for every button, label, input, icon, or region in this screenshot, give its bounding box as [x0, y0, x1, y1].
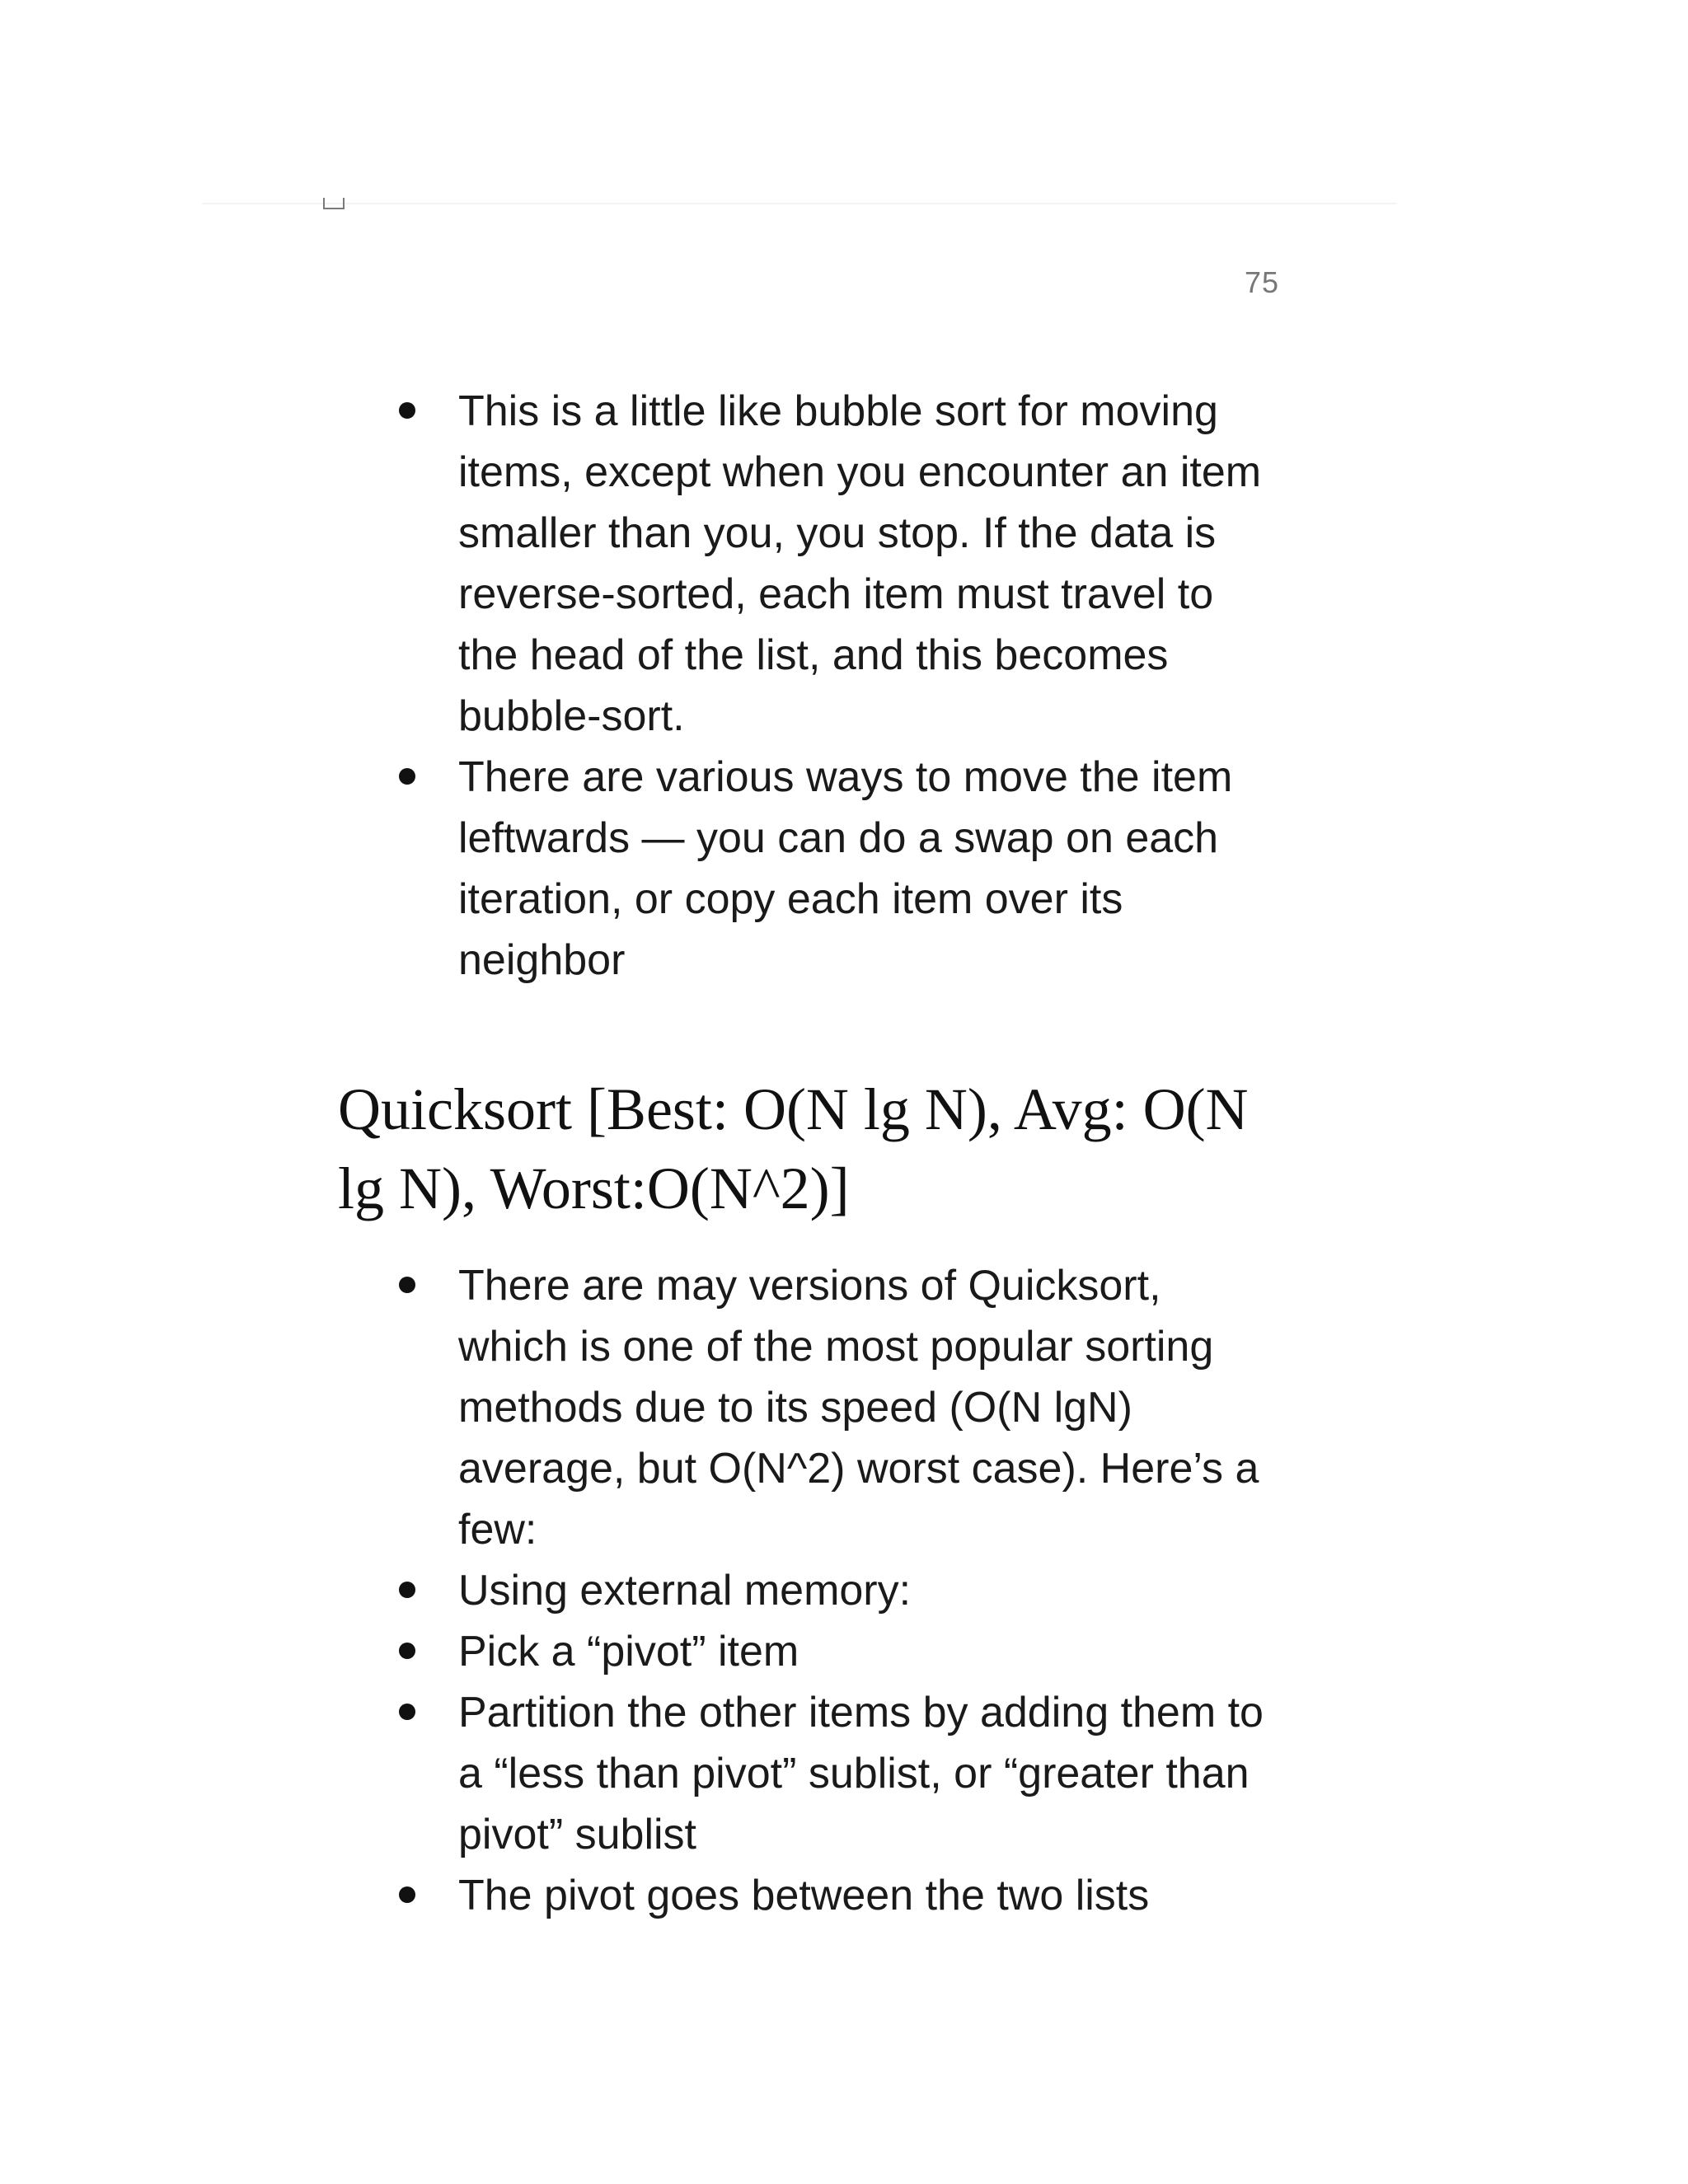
list-item-text: This is a little like bubble sort for moving items, except when you encounter an item smaller than you, you stop. If the data is reverse-sorted, each item must travel to the head of the list, and this becomes bubble-sort.: [458, 387, 1262, 740]
list-item-text: There are may versions of Quicksort, which is one of the most popular sorting methods due to its speed (O(N lgN) average, but O(N^2) worst case). Here’s a few:: [458, 1262, 1259, 1554]
bullet-icon: [399, 1643, 415, 1659]
list-item-text: Partition the other items by adding them to a “less than pivot” sublist, or “greater than pivot” sublist: [458, 1689, 1264, 1858]
list-item: [399, 1255, 1273, 1560]
text-boundary-corner-mark: [323, 198, 345, 209]
list-item: [399, 1682, 1273, 1865]
bullet-list-intro: [399, 381, 1273, 991]
bullet-icon: [399, 1704, 415, 1720]
list-item: [399, 1560, 1273, 1621]
bullet-icon: [399, 1277, 415, 1293]
bullet-icon: [399, 402, 415, 419]
list-item-text: Using external memory:: [458, 1567, 912, 1615]
list-item-text: There are various ways to move the item leftwards — you can do a swap on each iteration, or copy each item over its neighbor: [458, 753, 1233, 984]
bullet-icon: [399, 1582, 415, 1598]
list-item: [399, 747, 1273, 991]
bullet-list-quicksort: [399, 1255, 1273, 1926]
list-item: [399, 1865, 1273, 1926]
section-heading: Quicksort [Best: O(N lg N), Avg: O(N lg N), Worst:O(N^2)]: [338, 1076, 1249, 1221]
list-item-text: Pick a “pivot” item: [458, 1628, 799, 1675]
bullet-icon: [399, 1886, 415, 1903]
list-item: [399, 381, 1273, 747]
list-item-text: The pivot goes between the two lists: [458, 1872, 1150, 1919]
list-item: [399, 1621, 1273, 1682]
header-divider: [202, 203, 1397, 204]
bullet-icon: [399, 768, 415, 785]
page-number: 75: [1245, 265, 1280, 299]
